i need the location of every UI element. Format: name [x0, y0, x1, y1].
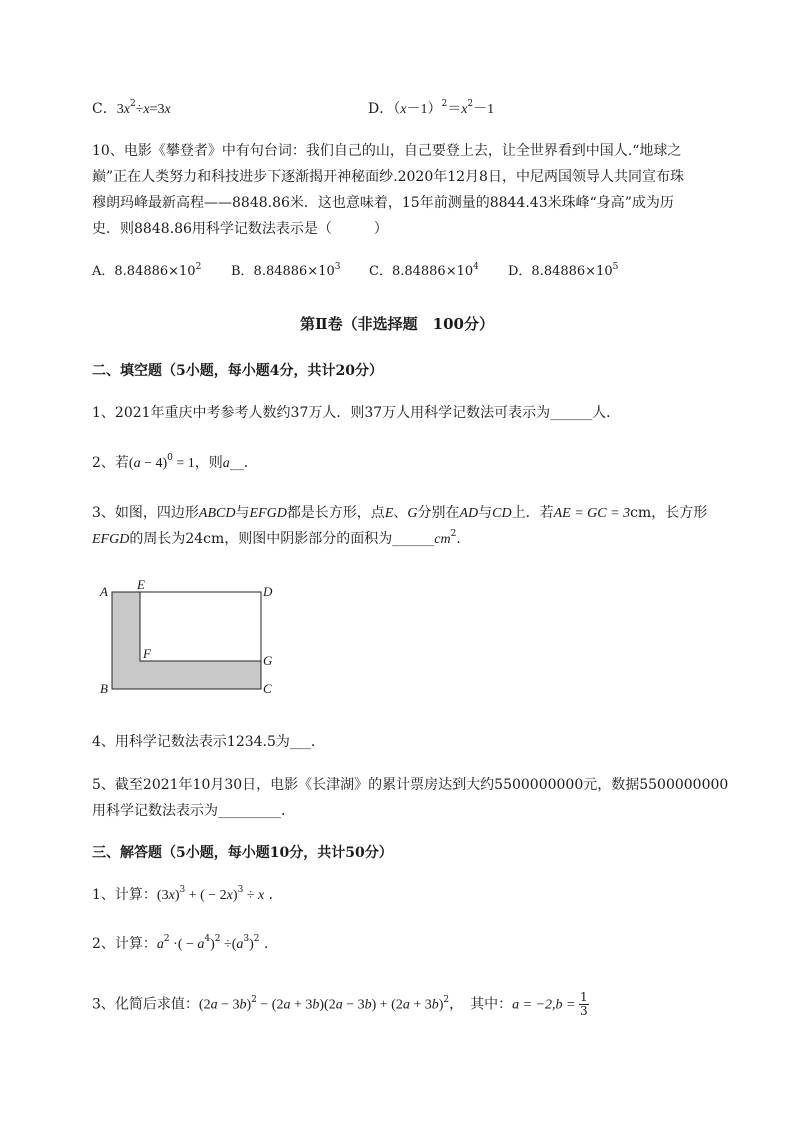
label-f: F [143, 646, 151, 661]
q10-line-3: 穆朗玛峰最新高程——8848.86米．这也意味着，15年前测量的8844.43米珠峰“身高”成为历 [92, 195, 674, 211]
s2-q5-line-1: 5、截至2021年10月30日，电影《长津湖》的累计票房达到大约5500000000元，数据5500000000 [92, 777, 729, 793]
label-a: A [100, 584, 108, 599]
q9-option-c: C．$3x^2\div x=3x$ [92, 99, 171, 117]
label-b: B [100, 681, 108, 696]
q10-line-4: 史．则8848.86用科学记数法表示是（ ） [92, 221, 388, 237]
fraction-one-third: $\frac{1}{3}$ [580, 990, 588, 1018]
label-d: D [263, 584, 273, 599]
section3-heading: 三、解答题（5小题，每小题10分，共计50分） [92, 845, 393, 861]
section2-heading: 二、填空题（5小题，每小题4分，共计20分） [92, 363, 383, 379]
part2-title: 第Ⅱ卷（非选择题 100分） [300, 315, 494, 333]
q9-option-d: D．$(x-1)^2=x^2-1$ [368, 99, 495, 117]
q10-option-c: C．$8.84886\times 10^4$ [369, 261, 479, 279]
s3-q2: 2、计算：$a^2$ ·( − $a^4)^2 \div(a^3)^2$ ． [92, 934, 278, 952]
label-g: G [263, 653, 273, 668]
s3-q1: 1、计算：$(3x)^3$ + ( − 2x)$^3$ ÷ x ． [92, 885, 283, 903]
shaded-l-region [112, 592, 261, 689]
q10-option-b: B．$8.84886\times 10^3$ [231, 261, 341, 279]
q10-option-d: D．$8.84886\times 10^5$ [508, 261, 619, 279]
s2-q4: 4、用科学记数法表示1234.5为___． [92, 734, 325, 750]
q10-line-2: 巅”正在人类努力和科技进步下逐渐揭开神秘面纱.2020年12月8日，中尼两国领导人共同宣布珠 [92, 169, 684, 185]
q10-option-a: A．$8.84886\times 10^2$ [92, 261, 202, 279]
q10-line-1: 10、电影《攀登者》中有句台词：我们自己的山，自己要登上去，让全世界看到中国人.“地球之 [92, 143, 682, 159]
rectangle-figure [95, 580, 285, 700]
s2-q1: 1、2021年重庆中考参考人数约37万人．则37万人用科学记数法可表示为______人． [92, 405, 621, 421]
s2-q3-line-1: 3、如图，四边形ABCD与EFGD都是长方形，点E、G分别在AD与CD上．若AE = GC = 3cm，长方形 [92, 505, 708, 521]
s2-q5-line-2: 用科学记数法表示为_________． [92, 803, 295, 819]
label-c: C [263, 681, 272, 696]
rect-efgd-edges [140, 592, 261, 661]
s2-q2: 2、若$(a - 4)^0 = 1$，则a__． [92, 453, 258, 471]
s2-q3-line-2: EFGD的周长为24cm，则图中阴影部分的面积为$\_\_\_\_\_\_cm^2$． [92, 529, 471, 547]
s3-q3: 3、化简后求值：$(2a - 3b)^2 - (2a + 3b)(2a - 3b) + (2a + 3b)^2$， 其中：a = −2,b = $\frac{1}{3}$ [92, 990, 588, 1018]
label-e: E [137, 580, 145, 592]
